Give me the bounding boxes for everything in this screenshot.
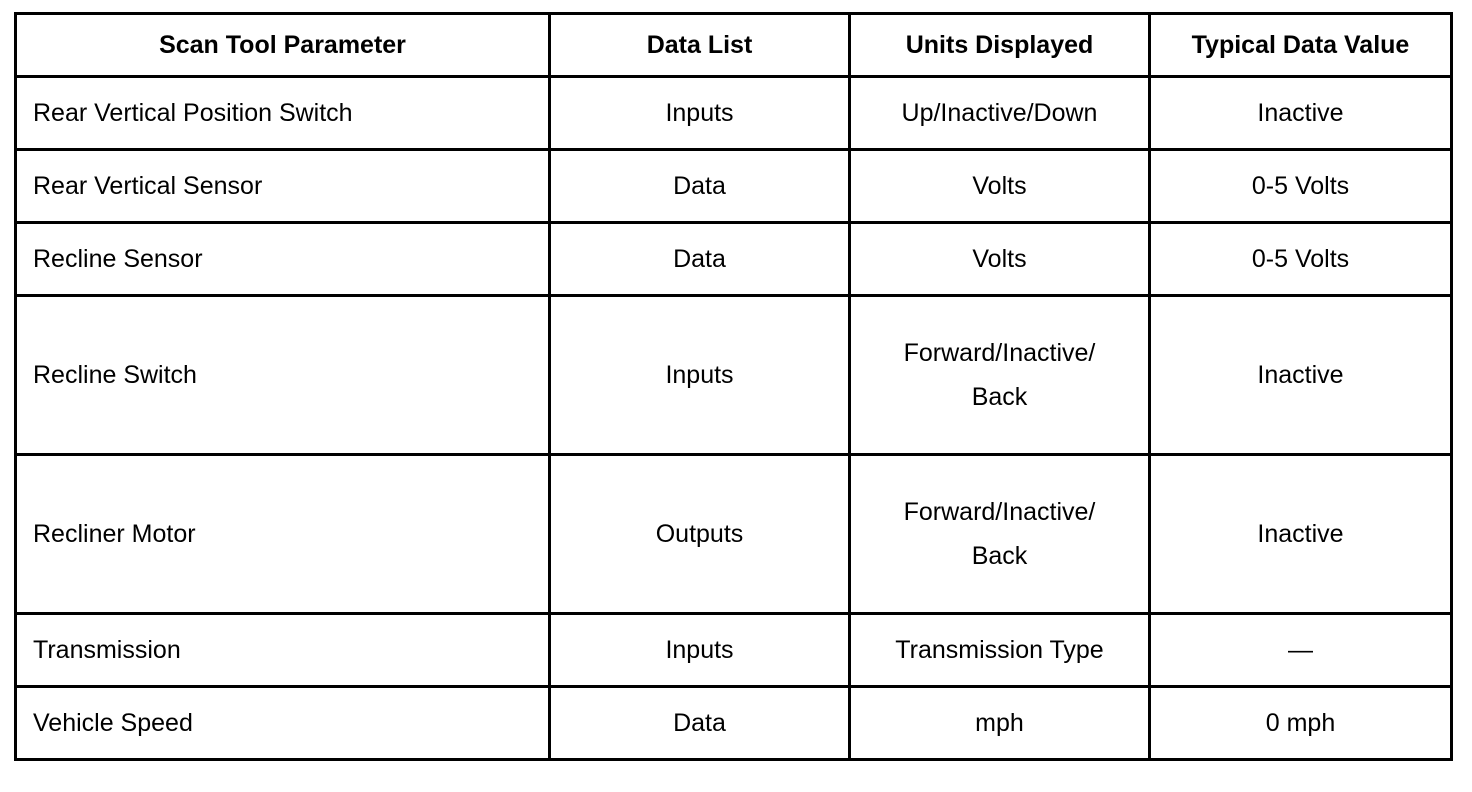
cell-units-line-1: Forward/Inactive/	[903, 498, 1096, 526]
cell-data-list: Inputs	[550, 77, 850, 150]
cell-typical: 0 mph	[1150, 687, 1452, 760]
cell-units	[850, 455, 1150, 614]
cell-data-list: Outputs	[550, 455, 850, 614]
table-row	[16, 455, 1452, 614]
cell-typical: 0-5 Volts	[1150, 150, 1452, 223]
cell-data-list: Data	[550, 150, 850, 223]
cell-typical: —	[1150, 614, 1452, 687]
scan-tool-data-table-container	[14, 12, 1450, 761]
cell-parameter: Recliner Motor	[16, 455, 550, 614]
cell-units: Transmission Type	[850, 614, 1150, 687]
cell-parameter: Rear Vertical Position Switch	[16, 77, 550, 150]
cell-typical: Inactive	[1150, 77, 1452, 150]
cell-parameter: Recline Sensor	[16, 223, 550, 296]
scan-tool-data-table	[14, 12, 1453, 761]
cell-units: mph	[850, 687, 1150, 760]
header-units-displayed: Units Displayed	[850, 14, 1150, 77]
cell-data-list: Inputs	[550, 614, 850, 687]
table-row	[16, 77, 1452, 150]
header-data-list: Data List	[550, 14, 850, 77]
cell-parameter: Rear Vertical Sensor	[16, 150, 550, 223]
cell-units: Up/Inactive/Down	[850, 77, 1150, 150]
cell-parameter: Vehicle Speed	[16, 687, 550, 760]
cell-data-list: Inputs	[550, 296, 850, 455]
header-scan-tool-parameter: Scan Tool Parameter	[16, 14, 550, 77]
cell-typical: Inactive	[1150, 455, 1452, 614]
cell-typical: Inactive	[1150, 296, 1452, 455]
cell-data-list: Data	[550, 223, 850, 296]
table-row	[16, 614, 1452, 687]
cell-parameter: Transmission	[16, 614, 550, 687]
table-header-row	[16, 14, 1452, 77]
cell-units: Volts	[850, 223, 1150, 296]
table-row	[16, 687, 1452, 760]
table-row	[16, 223, 1452, 296]
cell-typical: 0-5 Volts	[1150, 223, 1452, 296]
cell-units-line-1: Forward/Inactive/	[903, 339, 1096, 367]
cell-data-list: Data	[550, 687, 850, 760]
header-typical-data-value: Typical Data Value	[1150, 14, 1452, 77]
table-row	[16, 150, 1452, 223]
cell-units: Volts	[850, 150, 1150, 223]
cell-units	[850, 296, 1150, 455]
cell-units-line-2: Back	[971, 383, 1028, 411]
table-row	[16, 296, 1452, 455]
cell-parameter: Recline Switch	[16, 296, 550, 455]
cell-units-line-2: Back	[971, 542, 1028, 570]
